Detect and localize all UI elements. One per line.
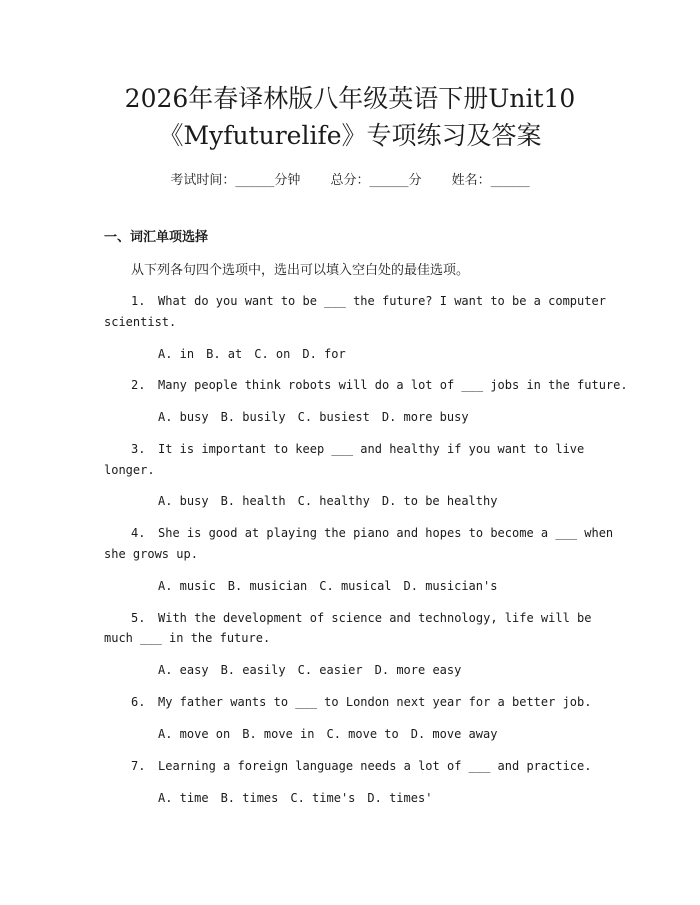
option-b: B. musician: [227, 579, 308, 593]
question-6-line1: [131, 693, 591, 711]
question-1-number: 1.: [131, 294, 146, 308]
option-c: C. musical: [319, 579, 392, 593]
option-d: D. musician's: [403, 579, 498, 593]
option-d: D. to be healthy: [381, 494, 498, 508]
option-c: C. time's: [290, 791, 356, 805]
option-a: A. music: [158, 579, 216, 593]
option-a: A. easy: [158, 663, 209, 677]
option-a: A. busy: [158, 494, 209, 508]
question-2-text: Many people think robots will do a lot of ___ jobs in the future.: [158, 378, 628, 392]
question-4-line1: [131, 524, 613, 542]
question-4-number: 4.: [131, 526, 146, 540]
option-b: B. busily: [220, 410, 286, 424]
option-a: A. busy: [158, 410, 209, 424]
exam-info-row: [0, 169, 700, 188]
question-5-options: [158, 661, 461, 679]
question-7-text: Learning a foreign language needs a lot of ___ and practice.: [158, 759, 592, 773]
question-5-line1: [131, 609, 591, 627]
document-title-line2: 《Myfuturelife》专项练习及答案: [158, 121, 542, 150]
question-5-number: 5.: [131, 611, 146, 625]
document-title-line1: 2026年春译林版八年级英语下册Unit10: [124, 84, 576, 113]
section-instruction: 从下列各句四个选项中，选出可以填入空白处的最佳选项。: [131, 263, 470, 278]
question-3-number: 3.: [131, 442, 146, 456]
option-b: B. easily: [220, 663, 286, 677]
question-7-number: 7.: [131, 759, 146, 773]
question-7-line1: [131, 757, 591, 775]
option-a: A. time: [158, 791, 209, 805]
option-b: B. times: [220, 791, 279, 805]
option-c: C. busiest: [297, 410, 370, 424]
question-3-options: [158, 492, 497, 510]
option-d: D. move away: [410, 727, 498, 741]
question-1-options: [158, 345, 346, 363]
option-a: A. in: [158, 347, 195, 361]
question-2-line1: [131, 376, 628, 394]
question-2-options: [158, 408, 469, 426]
option-b: B. move in: [242, 727, 315, 741]
question-4-options: [158, 577, 497, 595]
option-d: D. for: [302, 347, 346, 361]
question-3-line1: [131, 440, 584, 458]
question-5-text: With the development of science and technology, life will be: [158, 611, 592, 625]
option-c: C. move to: [326, 727, 399, 741]
exam-time-field: 考试时间：______分钟: [170, 173, 301, 188]
option-b: B. health: [220, 494, 286, 508]
question-3-text: It is important to keep ___ and healthy if you want to live: [158, 442, 585, 456]
option-a: A. move on: [158, 727, 231, 741]
option-c: C. on: [254, 347, 291, 361]
question-6-options: [158, 725, 497, 743]
question-5-line2: much ___ in the future.: [104, 631, 271, 645]
question-2-number: 2.: [131, 378, 146, 392]
option-d: D. more busy: [381, 410, 469, 424]
option-c: C. easier: [297, 663, 363, 677]
question-1-line1: [131, 292, 606, 310]
question-6-text: My father wants to ___ to London next year for a better job.: [158, 695, 592, 709]
option-c: C. healthy: [297, 494, 370, 508]
question-4-line2: she grows up.: [104, 547, 198, 561]
option-d: D. times': [367, 791, 433, 805]
option-b: B. at: [206, 347, 243, 361]
option-d: D. more easy: [374, 663, 462, 677]
question-1-line2: scientist.: [104, 315, 177, 329]
section-heading: 一、词汇单项选择: [104, 230, 209, 245]
question-6-number: 6.: [131, 695, 146, 709]
total-score-field: 总分：______分: [330, 173, 422, 188]
question-4-text: She is good at playing the piano and hopes to become a ___ when: [158, 526, 614, 540]
question-1-text: What do you want to be ___ the future? I want to be a computer: [158, 294, 606, 308]
name-field: 姓名：______: [451, 173, 530, 188]
question-3-line2: longer.: [104, 463, 155, 477]
question-7-options: [158, 789, 432, 807]
